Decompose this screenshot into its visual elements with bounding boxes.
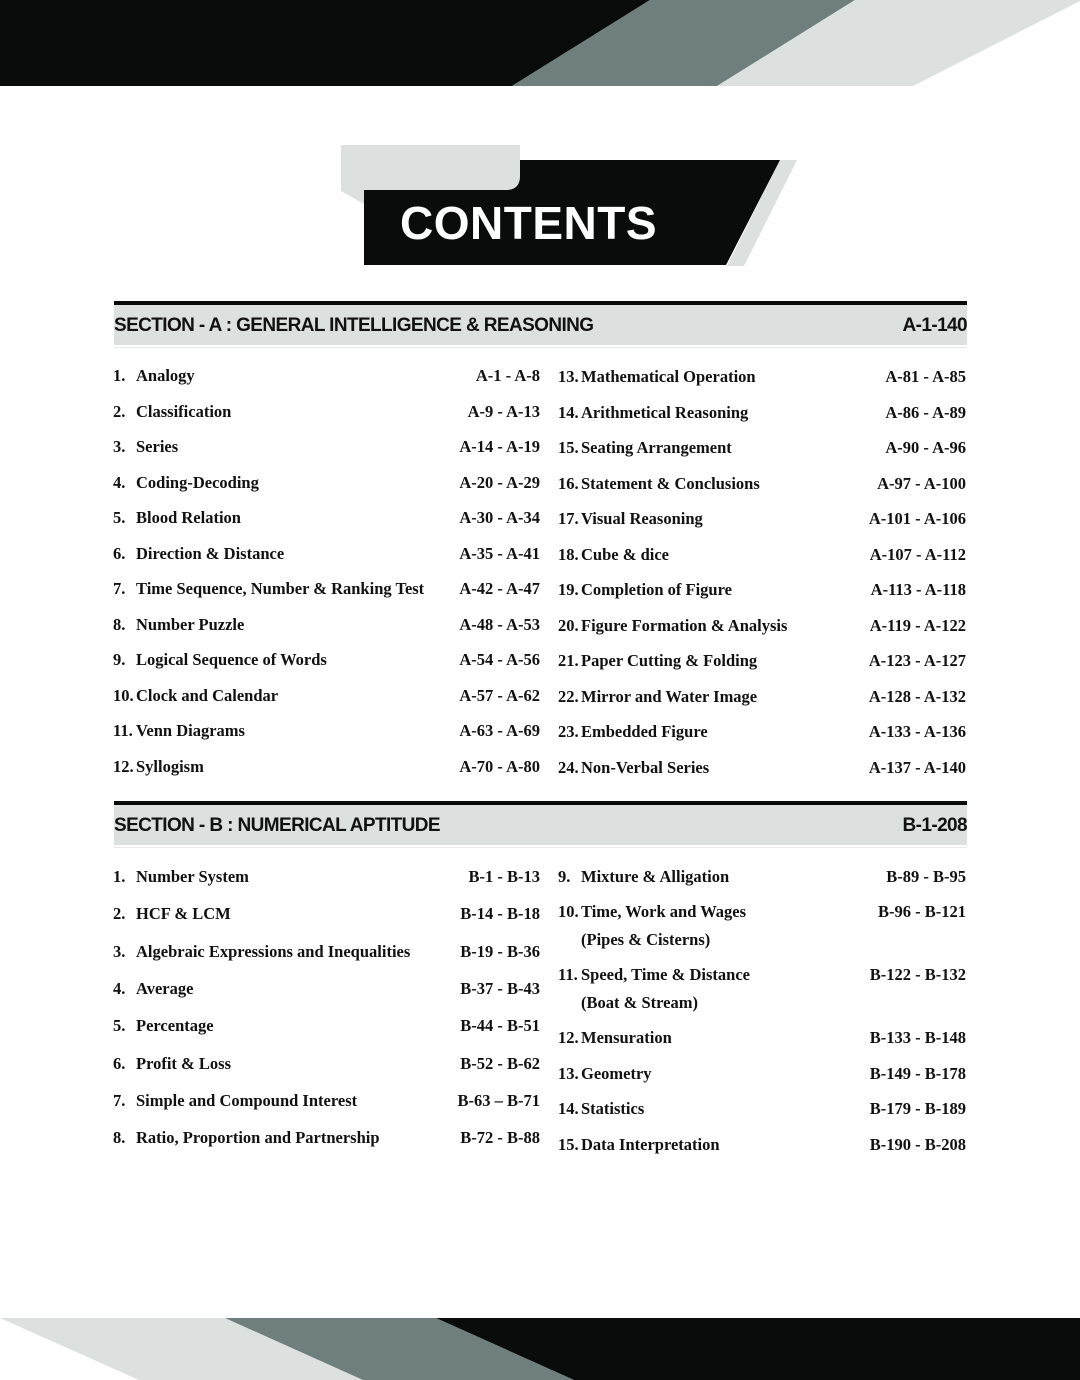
entry-page-range: A-35 - A-41 (459, 543, 540, 563)
entry-page-range: A-1 - A-8 (475, 366, 540, 385)
entry-page-range: A-133 - A-136 (868, 722, 966, 741)
entry-title: Embedded Figure (581, 722, 708, 741)
entry-number: 4. (113, 472, 126, 492)
toc-entry[interactable] (558, 961, 966, 1017)
entry-number: 1. (113, 366, 126, 385)
entry-number: 17. (558, 509, 579, 528)
toc-entry[interactable] (558, 541, 966, 569)
toc-entry[interactable] (558, 898, 966, 954)
toc-entry[interactable] (113, 575, 540, 603)
toc-entry[interactable] (113, 611, 540, 639)
entry-title: Statistics (581, 1099, 645, 1118)
toc-entry[interactable] (558, 576, 966, 604)
entry-title: Time, Work and Wages (581, 902, 747, 921)
toc-entry[interactable] (113, 398, 540, 426)
toc-entry[interactable] (113, 753, 540, 781)
entry-number: 3. (113, 941, 126, 961)
page-title: CONTENTS (400, 197, 657, 249)
entry-number: 15. (558, 438, 579, 457)
entry-page-range: B-44 - B-51 (460, 1016, 540, 1036)
entry-number: 12. (113, 756, 134, 776)
toc-entry[interactable] (558, 1024, 966, 1052)
entry-number: 22. (558, 686, 579, 706)
entry-title: Classification (136, 401, 232, 421)
entry-number: 14. (558, 1099, 579, 1118)
section-b-range: B-1-208 (902, 815, 967, 836)
entry-page-range: A-54 - A-56 (459, 650, 540, 669)
entry-page-range: B-133 - B-148 (869, 1028, 966, 1047)
toc-entry[interactable] (113, 469, 540, 497)
entry-subtitle: (Boat & Stream) (581, 993, 698, 1012)
entry-page-range: A-81 - A-85 (885, 367, 966, 386)
entry-title: Geometry (581, 1064, 652, 1083)
entry-number: 21. (558, 651, 579, 670)
toc-entry[interactable] (113, 433, 540, 461)
entry-title: Direction & Distance (136, 543, 285, 563)
entry-number: 18. (558, 544, 579, 564)
toc-entry[interactable] (558, 505, 966, 533)
toc-entry[interactable] (558, 718, 966, 746)
entry-number: 11. (558, 965, 578, 984)
entry-title: Mirror and Water Image (581, 686, 758, 706)
entry-number: 20. (558, 615, 579, 635)
entry-title: Mensuration (581, 1028, 672, 1047)
top-decorative-band (0, 0, 1080, 86)
entry-page-range: A-107 - A-112 (869, 544, 966, 564)
entry-title: Syllogism (136, 756, 204, 776)
entry-title: Blood Relation (136, 508, 241, 527)
entry-page-range: B-14 - B-18 (460, 904, 540, 924)
entry-page-range: A-90 - A-96 (885, 438, 966, 457)
entry-title: Algebraic Expressions and Inequalities (136, 941, 411, 961)
entry-title: Logical Sequence of Words (136, 650, 327, 669)
entry-page-range: A-14 - A-19 (459, 437, 540, 456)
entry-title: Number System (136, 867, 249, 886)
section-b-divider (114, 847, 967, 848)
entry-title: Completion of Figure (581, 580, 732, 599)
entry-number: 10. (558, 902, 579, 921)
toc-entry[interactable] (558, 1131, 966, 1159)
toc-entry[interactable] (113, 975, 540, 1003)
entry-title: Seating Arrangement (581, 438, 732, 457)
entry-number: 2. (113, 401, 126, 421)
contents-title-banner (340, 144, 800, 268)
toc-entry[interactable] (558, 863, 966, 891)
entry-number: 13. (558, 1064, 579, 1083)
entry-page-range: B-63 – B-71 (457, 1090, 540, 1110)
entry-number: 6. (113, 1053, 126, 1073)
entry-number: 23. (558, 722, 579, 741)
entry-page-range: A-9 - A-13 (467, 401, 540, 421)
entry-number: 24. (558, 757, 579, 777)
toc-entry[interactable] (113, 504, 540, 532)
entry-number: 8. (113, 1128, 126, 1148)
entry-page-range: A-128 - A-132 (868, 686, 966, 706)
entry-title: Data Interpretation (581, 1135, 720, 1154)
entry-page-range: A-42 - A-47 (459, 579, 540, 598)
toc-entry[interactable] (113, 646, 540, 674)
toc-entry[interactable] (558, 470, 966, 498)
entry-number: 16. (558, 473, 579, 493)
toc-entry[interactable] (113, 900, 540, 928)
entry-number: 15. (558, 1135, 579, 1154)
section-a-header (114, 301, 967, 345)
entry-number: 12. (558, 1028, 579, 1047)
entry-title: Ratio, Proportion and Partnership (136, 1128, 380, 1148)
toc-entry[interactable] (113, 717, 540, 745)
entry-number: 5. (113, 508, 126, 527)
entry-number: 4. (113, 978, 126, 998)
toc-entry[interactable] (558, 434, 966, 462)
entry-page-range: B-19 - B-36 (460, 941, 540, 961)
toc-entry[interactable] (113, 1050, 540, 1078)
entry-number: 9. (113, 650, 126, 669)
entry-title: Analogy (136, 366, 195, 385)
toc-entry[interactable] (558, 647, 966, 675)
section-a-divider (114, 347, 967, 348)
entry-title: Paper Cutting & Folding (581, 651, 758, 670)
entry-page-range: A-113 - A-118 (870, 580, 966, 599)
entry-page-range: A-57 - A-62 (459, 685, 540, 705)
entry-page-range: B-72 - B-88 (460, 1128, 540, 1148)
entry-title: Series (136, 437, 179, 456)
entry-page-range: A-101 - A-106 (868, 509, 966, 528)
entry-page-range: B-1 - B-13 (468, 867, 540, 886)
section-a-title: SECTION - A : GENERAL INTELLIGENCE & REASONING (114, 315, 594, 336)
entry-page-range: A-30 - A-34 (459, 508, 540, 527)
entry-page-range: B-190 - B-208 (869, 1135, 966, 1154)
entry-page-range: A-123 - A-127 (868, 651, 966, 670)
entry-page-range: A-63 - A-69 (459, 721, 540, 740)
entry-number: 19. (558, 580, 579, 599)
entry-page-range: B-89 - B-95 (886, 867, 966, 886)
toc-entry[interactable] (558, 612, 966, 640)
entry-title: Clock and Calendar (136, 685, 279, 705)
entry-page-range: B-122 - B-132 (869, 965, 966, 984)
toc-entry[interactable] (113, 1087, 540, 1115)
entry-page-range: B-96 - B-121 (878, 902, 966, 921)
entry-title: Visual Reasoning (581, 509, 703, 528)
entry-title: Percentage (136, 1016, 214, 1036)
entry-page-range: B-52 - B-62 (460, 1053, 540, 1073)
entry-number: 7. (113, 1090, 126, 1110)
toc-entry[interactable] (113, 1124, 540, 1152)
toc-entry[interactable] (558, 754, 966, 782)
entry-number: 8. (113, 614, 126, 634)
section-b-title: SECTION - B : NUMERICAL APTITUDE (114, 815, 440, 836)
entry-title: Mixture & Alligation (581, 867, 730, 886)
toc-entry[interactable] (558, 399, 966, 427)
entry-page-range: A-137 - A-140 (868, 757, 966, 777)
toc-entry[interactable] (113, 938, 540, 966)
toc-entry[interactable] (558, 363, 966, 391)
entry-number: 7. (113, 579, 126, 598)
entry-page-range: B-179 - B-189 (869, 1099, 966, 1118)
entry-page-range: A-97 - A-100 (877, 473, 966, 493)
entry-number: 3. (113, 437, 126, 456)
entry-number: 14. (558, 402, 579, 422)
entry-number: 6. (113, 543, 126, 563)
toc-entry[interactable] (558, 1095, 966, 1123)
section-b-header (114, 801, 967, 845)
toc-entry[interactable] (113, 863, 540, 891)
entry-page-range: B-149 - B-178 (869, 1064, 966, 1083)
entry-title: Number Puzzle (136, 614, 245, 634)
entry-number: 2. (113, 904, 126, 924)
toc-entry[interactable] (113, 1012, 540, 1040)
entry-title: Simple and Compound Interest (136, 1090, 358, 1110)
entry-subtitle: (Pipes & Cisterns) (581, 930, 711, 949)
entry-number: 5. (113, 1016, 126, 1036)
entry-title: Coding-Decoding (136, 472, 259, 492)
entry-title: Speed, Time & Distance (581, 965, 750, 984)
toc-entry[interactable] (558, 1060, 966, 1088)
entry-title: Non-Verbal Series (581, 757, 710, 777)
entry-title: Statement & Conclusions (581, 473, 760, 493)
entry-number: 9. (558, 867, 571, 886)
toc-entry[interactable] (558, 683, 966, 711)
entry-title: Arithmetical Reasoning (581, 402, 749, 422)
entry-title: Time Sequence, Number & Ranking Test (136, 579, 425, 598)
toc-entry[interactable] (113, 682, 540, 710)
entry-page-range: A-119 - A-122 (869, 615, 966, 635)
entry-number: 1. (113, 867, 126, 886)
entry-page-range: A-70 - A-80 (459, 756, 540, 776)
entry-title: HCF & LCM (136, 904, 231, 924)
entry-page-range: A-86 - A-89 (885, 402, 966, 422)
bottom-decorative-band (0, 1318, 1080, 1380)
entry-title: Average (136, 978, 194, 998)
entry-number: 13. (558, 367, 579, 386)
entry-page-range: A-20 - A-29 (459, 472, 540, 492)
entry-title: Figure Formation & Analysis (581, 615, 788, 635)
toc-entry[interactable] (113, 362, 540, 390)
section-a-range: A-1-140 (902, 315, 967, 336)
entry-number: 11. (113, 721, 133, 740)
entry-number: 10. (113, 685, 134, 705)
toc-entry[interactable] (113, 540, 540, 568)
entry-page-range: A-48 - A-53 (459, 614, 540, 634)
entry-title: Mathematical Operation (581, 367, 756, 386)
entry-title: Profit & Loss (136, 1053, 232, 1073)
entry-title: Venn Diagrams (136, 721, 245, 740)
entry-page-range: B-37 - B-43 (460, 978, 540, 998)
entry-title: Cube & dice (581, 544, 669, 564)
